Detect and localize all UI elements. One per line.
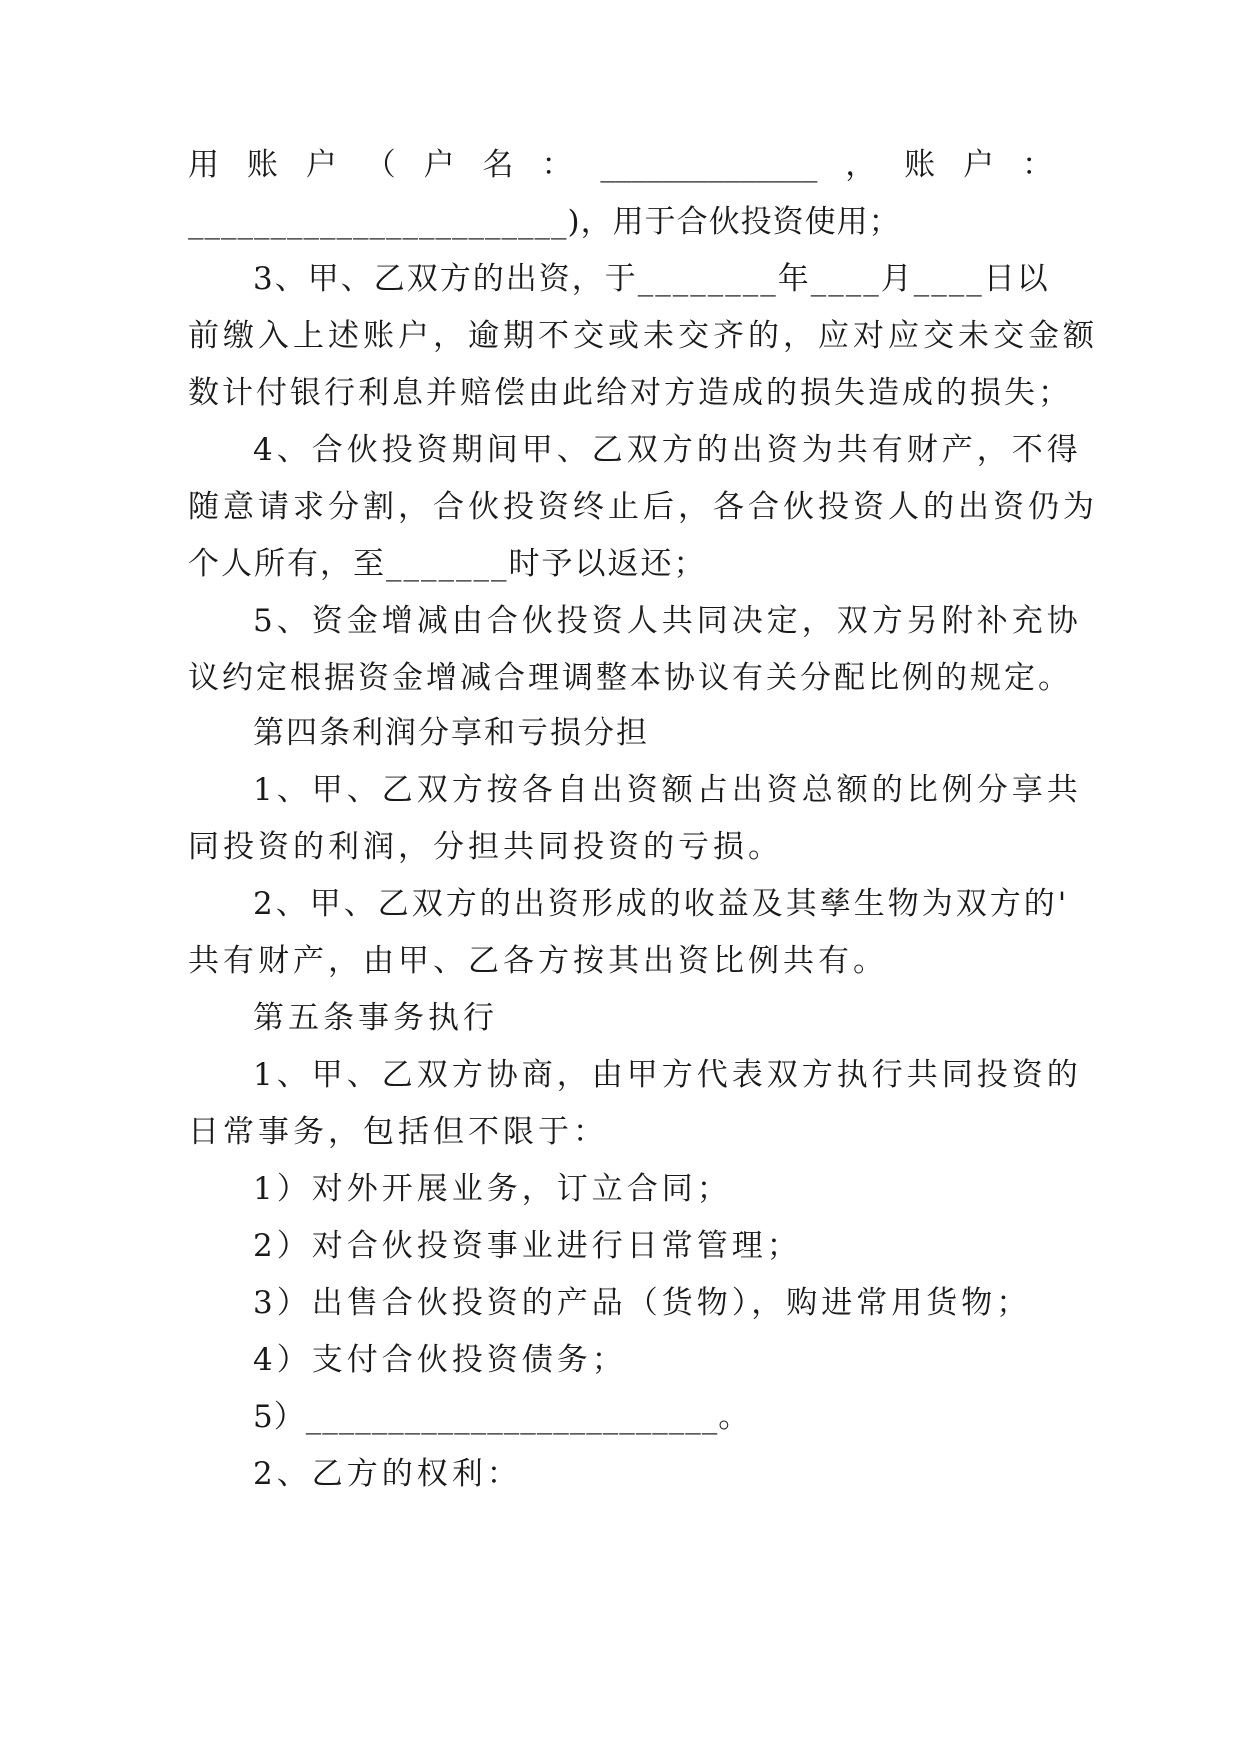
text-fragment: 户 <box>963 147 995 183</box>
text-fragment: ： <box>1021 147 1053 183</box>
paragraph-line-3: 3、甲、乙双方的出资，于________年____月____日以 <box>253 261 1050 297</box>
text-fragment: ： <box>541 147 573 183</box>
paragraph-line-13: 同投资的利润，分担共同投资的亏损。 <box>188 829 783 865</box>
section-heading-affairs: 第五条事务执行 <box>253 1000 498 1036</box>
list-item-4: 4）支付合伙投资债务； <box>253 1342 627 1378</box>
paragraph-line-15: 共有财产，由甲、乙各方按其出资比例共有。 <box>188 943 888 979</box>
paragraph-line-4: 前缴入上述账户，逾期不交或未交齐的，应对应交未交金额 <box>188 318 1098 354</box>
paragraph-line-2: _______________________)，用于合伙投资使用； <box>188 204 901 240</box>
text-fragment: 账 <box>904 147 936 183</box>
paragraph-line-10: 议约定根据资金增减合理调整本协议有关分配比例的规定。 <box>188 660 1072 696</box>
text-fragment: （ <box>364 147 396 183</box>
text-fragment: 账 <box>246 147 278 183</box>
text-fragment: 名 <box>482 147 514 183</box>
list-item-5: 5）_________________________。 <box>253 1399 751 1435</box>
text-fragment: ， <box>845 147 877 183</box>
paragraph-line-14: 2、甲、乙双方的出资形成的收益及其孳生物为双方的' <box>253 886 1070 922</box>
list-item-2: 2）对合伙投资事业进行日常管理； <box>253 1228 802 1264</box>
list-item-3: 3）出售合伙投资的产品（货物），购进常用货物； <box>253 1285 1032 1321</box>
paragraph-line-17: 1、甲、乙双方协商，由甲方代表双方执行共同投资的 <box>253 1057 1082 1093</box>
list-item-1: 1）对外开展业务，订立合同； <box>253 1171 732 1207</box>
paragraph-line-24: 2、乙方的权利： <box>253 1456 522 1492</box>
paragraph-line-5: 数计付银行利息并赔偿由此给对方造成的损失造成的损失； <box>188 375 1072 411</box>
paragraph-line-8: 个人所有，至_______时予以返还； <box>188 546 707 582</box>
blank-field-account-name: ______________ <box>600 147 818 183</box>
paragraph-line-9: 5、资金增减由合伙投资人共同决定，双方另附补充协 <box>253 603 1082 639</box>
text-fragment: 用 <box>188 147 219 183</box>
paragraph-line-7: 随意请求分割，合伙投资终止后，各合伙投资人的出资仍为 <box>188 489 1098 525</box>
text-fragment: 户 <box>305 147 337 183</box>
paragraph-line-1 <box>188 145 1053 185</box>
paragraph-line-12: 1、甲、乙双方按各自出资额占出资总额的比例分享共 <box>253 772 1082 808</box>
paragraph-line-18: 日常事务，包括但不限于： <box>188 1114 608 1150</box>
paragraph-line-6: 4、合伙投资期间甲、乙双方的出资为共有财产，不得 <box>253 432 1082 468</box>
section-heading-profit: 第四条利润分享和亏损分担 <box>253 715 649 751</box>
text-fragment: 户 <box>423 147 455 183</box>
